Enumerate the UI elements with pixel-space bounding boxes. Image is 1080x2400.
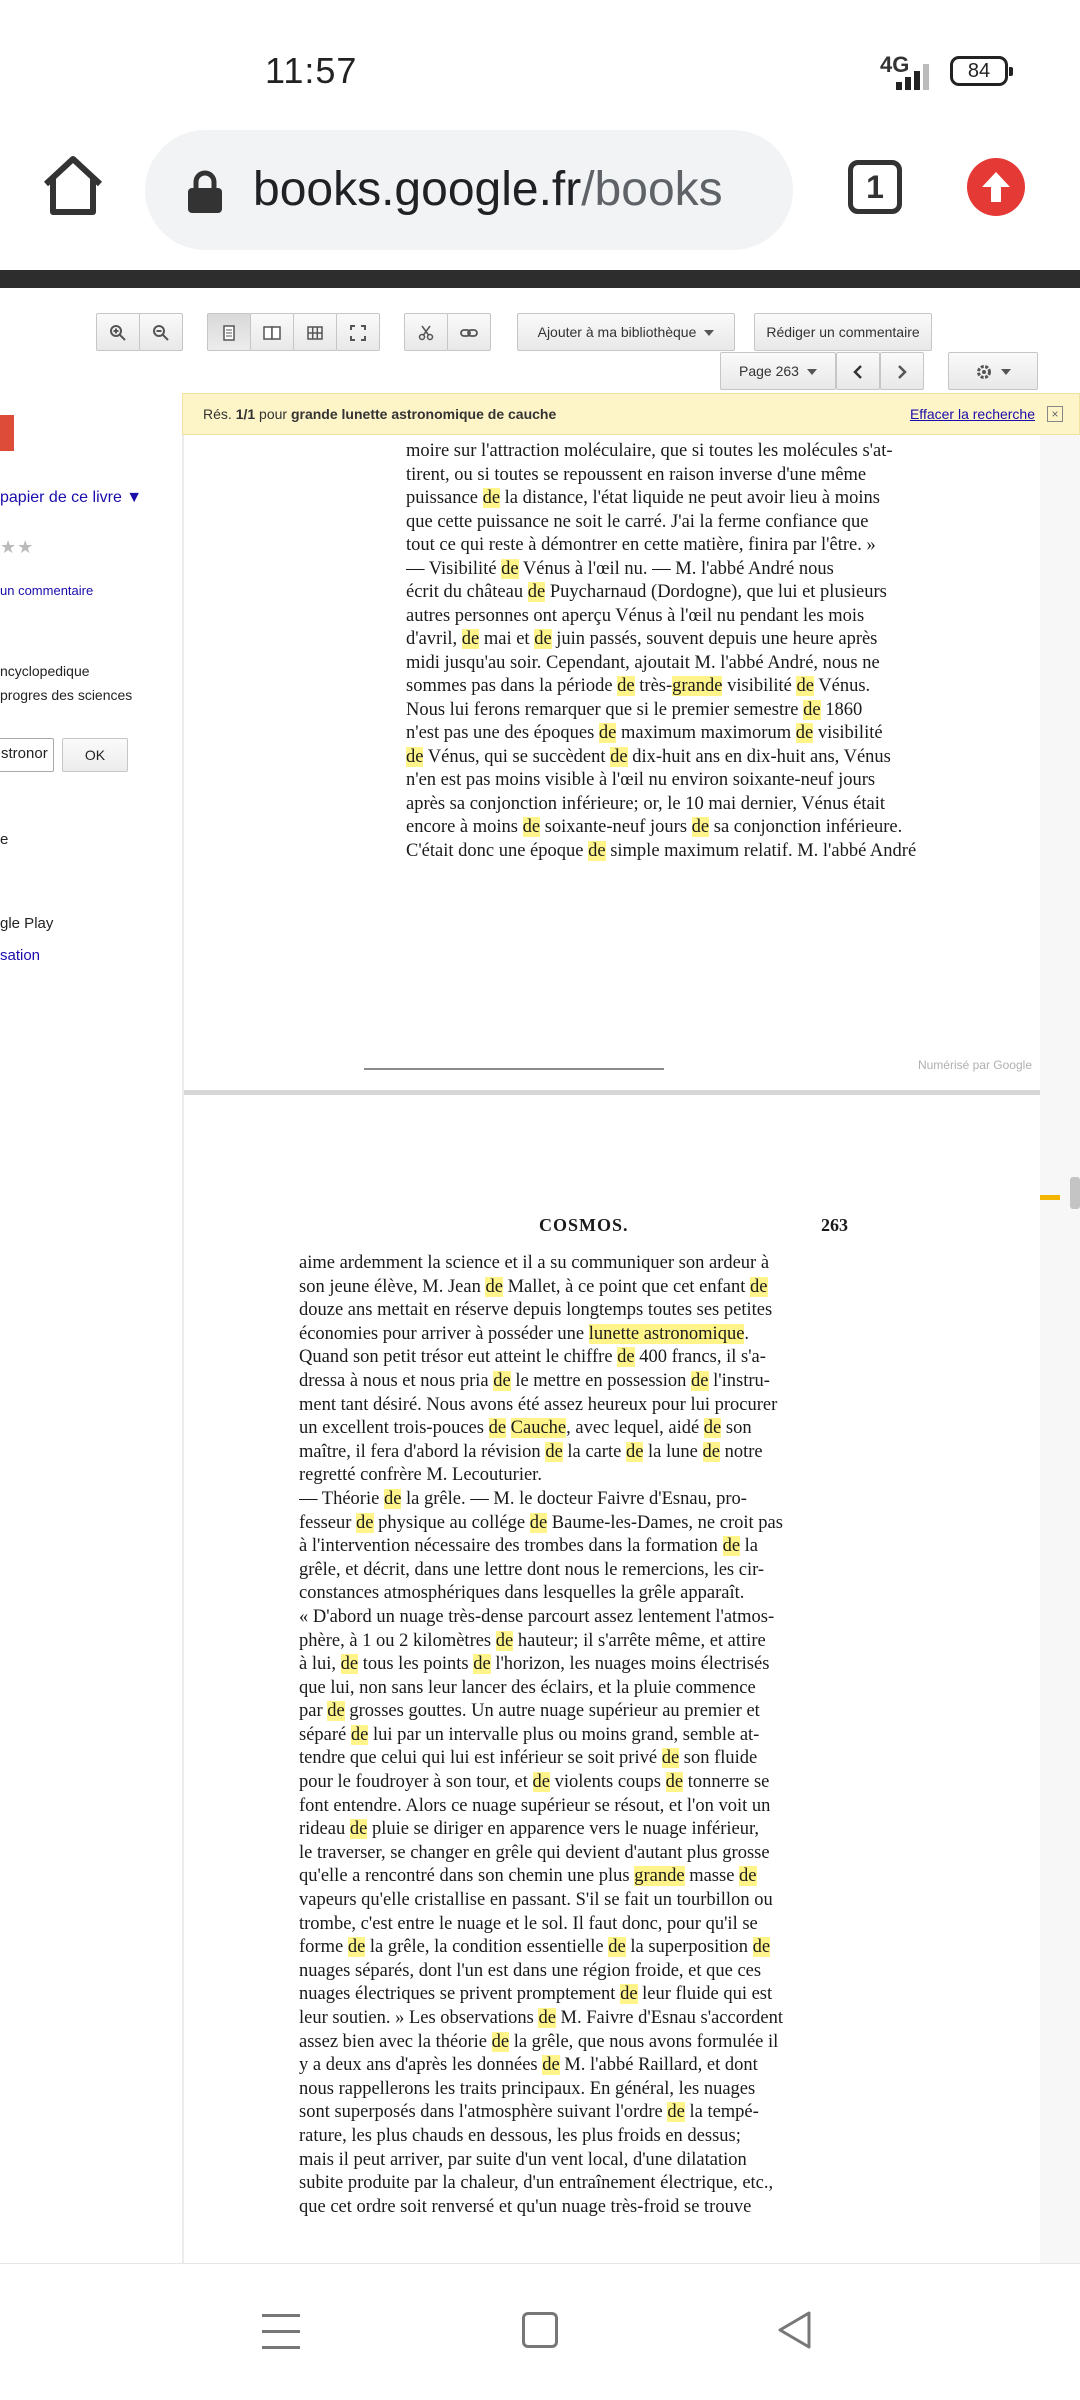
text-line: économies pour arriver à posséder une lunette astronomique.: [299, 1323, 750, 1344]
search-highlight: de: [482, 488, 501, 508]
text-line: sommes pas dans la période de très-grande visibilité de Vénus.: [406, 676, 871, 696]
google-top-bar: [0, 270, 1080, 288]
arrow-up-icon: [980, 170, 1012, 204]
text-line: encore à moins de soixante-neuf jours de sa conjonction inférieure.: [406, 817, 903, 837]
text-line: à lui, de tous les points de l'horizon, les nuages moins électrisés: [299, 1654, 770, 1675]
search-highlight: de: [739, 1866, 757, 1887]
link-icon: [460, 324, 478, 342]
search-highlight: de: [703, 1418, 722, 1439]
search-highlight: de: [495, 1630, 514, 1651]
rating-stars: ★★: [0, 537, 35, 557]
page-text: [406, 440, 946, 863]
search-query: grande lunette astronomique de cauche: [290, 406, 557, 422]
battery-icon: 84: [950, 56, 1008, 86]
clock: 11:57: [265, 50, 358, 91]
text-line: maître, il fera d'abord la révision de la carte de la lune de notre: [299, 1441, 763, 1462]
text-line: forme de la grêle, la condition essentielle de la superposition de: [299, 1937, 771, 1958]
search-highlight: de: [538, 2008, 556, 2028]
thumbnail-view-button[interactable]: [293, 313, 337, 351]
search-highlight: de: [750, 1276, 768, 1297]
search-highlight: de: [661, 1748, 680, 1769]
text-line: mais il peut arriver, par suite d'un vent local, d'une dilatation: [299, 2149, 747, 2170]
text-line: rature, les plus chauds en dessous, les plus froids en dessus;: [299, 2125, 741, 2146]
search-highlight: de: [545, 1441, 563, 1462]
search-highlight: de: [383, 1488, 402, 1509]
search-highlight: de: [588, 840, 606, 861]
back-icon[interactable]: [776, 2310, 812, 2355]
text-line: C'était donc une époque de simple maximum relatif. M. l'abbé André: [406, 840, 917, 861]
chevron-right-icon: [893, 363, 911, 381]
text-line: trombe, c'est entre le nuage et le sol. Il faut donc, pour qu'il se: [299, 1913, 758, 1934]
search-highlight: de: [527, 582, 546, 602]
update-chrome-button[interactable]: [967, 158, 1025, 216]
search-highlight: de: [796, 676, 814, 696]
search-highlight: de: [665, 1772, 684, 1793]
book-page-previous: [184, 435, 1040, 1090]
search-highlight: de: [795, 723, 814, 743]
text-line: que cet ordre soit renversé et qu'un nuage très-froid se trouve: [299, 2196, 752, 2217]
sidebar-sation-link[interactable]: sation: [0, 947, 41, 964]
search-in-book-input[interactable]: stronor: [0, 738, 54, 772]
search-highlight: grande: [634, 1866, 685, 1887]
previous-page-button[interactable]: [836, 352, 880, 390]
text-line: son jeune élève, M. Jean de Mallet, à ce point que cet enfant de: [299, 1276, 768, 1297]
browser-toolbar: [0, 130, 1080, 270]
text-line: ment tant désiré. Nous avons été assez heureux pour lui procurer: [299, 1394, 778, 1415]
book-sidebar: [0, 393, 182, 2263]
text-line: tirent, ou si toutes se repoussent en raison inverse d'une même: [406, 464, 867, 485]
search-highlight: de: [461, 629, 480, 649]
tab-switcher-button[interactable]: 1: [848, 160, 902, 214]
text-line: fesseur de physique au collége de Baume-les-Dames, ne croit pas: [299, 1512, 783, 1533]
search-results-bar: [182, 393, 1080, 435]
search-highlight: lunette astronomique: [588, 1323, 745, 1344]
text-line: leur soutien. » Les observations de M. Faivre d'Esnau s'accordent: [299, 2008, 783, 2028]
text-line: dressa à nous et nous pria de le mettre en possession de l'instru-: [299, 1370, 770, 1391]
text-line: font entendre. Alors ce nuage supérieur se résout, et l'on voit un: [299, 1795, 771, 1816]
search-highlight: de: [722, 1536, 741, 1557]
url-text: books.google.fr/books: [253, 163, 723, 216]
next-page-button[interactable]: [880, 352, 924, 390]
chevron-down-icon: [1001, 369, 1011, 375]
text-line: — Théorie de la grêle. — M. le docteur Faivre d'Esnau, pro-: [299, 1488, 747, 1509]
grid-icon: [306, 324, 324, 342]
search-highlight: de: [617, 1347, 635, 1368]
write-review-button[interactable]: [754, 313, 932, 351]
search-highlight: de: [667, 2102, 685, 2123]
text-line: douze ans mettait en réserve depuis longtemps toutes ses petites: [299, 1300, 773, 1321]
text-line: « D'abord un nuage très-dense parcourt assez lentement l'atmos-: [299, 1606, 775, 1627]
search-highlight: de: [327, 1701, 345, 1722]
get-book-button[interactable]: [0, 415, 14, 451]
signal-icon: [896, 64, 936, 90]
page-text: [299, 1252, 854, 2219]
search-highlight: de: [617, 676, 635, 696]
text-line: que lui, non sans leur lancer des éclairs, et la pluie commence: [299, 1677, 756, 1698]
recents-icon[interactable]: [262, 2314, 300, 2350]
single-page-icon: [220, 324, 238, 342]
search-highlight: de: [691, 817, 710, 837]
search-highlight: de: [702, 1441, 720, 1462]
text-line: un excellent trois-pouces de Cauche, avec lequel, aidé de son: [299, 1418, 752, 1439]
text-line: n'est pas une des époques de maximum maximorum de visibilité: [406, 723, 883, 743]
text-line: phère, à 1 ou 2 kilomètres de hauteur; il s'arrête même, et attire: [299, 1630, 766, 1651]
zoom-out-icon: [152, 324, 170, 342]
text-line: aime ardemment la science et il a su communiquer son ardeur à: [299, 1253, 770, 1273]
sidebar-item-e[interactable]: e: [0, 831, 9, 848]
search-highlight: grande: [672, 676, 723, 696]
search-highlight: de: [803, 699, 821, 720]
single-page-view-button[interactable]: [207, 313, 251, 351]
search-highlight: de: [598, 723, 617, 743]
search-highlight: de: [620, 1984, 638, 2005]
search-highlight: de: [473, 1654, 491, 1675]
search-highlight: de: [522, 817, 541, 837]
paper-copy-link[interactable]: papier de ce livre ▼: [0, 489, 143, 506]
fullscreen-icon: [349, 324, 367, 342]
chevron-down-icon: [704, 330, 714, 336]
text-line: midi jusqu'au soir. Cependant, ajoutait M. l'abbé André, nous ne: [406, 652, 880, 673]
status-bar: [0, 0, 1080, 130]
page-select-label: Page 263: [739, 363, 799, 379]
link-button[interactable]: [447, 313, 491, 351]
search-highlight: de: [488, 1418, 507, 1439]
search-ok-button[interactable]: OK: [62, 738, 128, 772]
search-highlight: Cauche: [510, 1418, 567, 1439]
text-line: moire sur l'attraction moléculaire, que si toutes les molécules s'at-: [406, 441, 893, 461]
two-page-icon: [263, 324, 281, 342]
page-rule: [364, 1068, 664, 1070]
text-line: y a deux ans d'après les données de M. l'abbé Raillard, et dont: [299, 2055, 758, 2076]
text-line: le traverser, se changer en grêle qui devient d'autant plus grosse: [299, 1842, 770, 1863]
book-viewer[interactable]: [182, 435, 1040, 2263]
text-line: séparé de lui par un intervalle plus ou moins grand, semble at-: [299, 1724, 760, 1745]
text-line: — Visibilité de Vénus à l'œil nu. — M. l'abbé André nous: [406, 558, 834, 579]
text-line: autres personnes ont aperçu Vénus à l'œil nu pendant les mois: [406, 605, 865, 626]
text-line: nuages électriques se privent promptement de leur fluide qui est: [299, 1984, 773, 2005]
search-highlight: de: [356, 1512, 374, 1533]
search-highlight: de: [752, 1937, 771, 1958]
text-line: tout ce qui reste à démontrer en cette matière, finira par l'être. »: [406, 535, 876, 555]
text-line: qu'elle a rencontré dans son chemin une plus grande masse de: [299, 1866, 757, 1887]
search-highlight: de: [406, 746, 424, 767]
search-highlight: de: [501, 558, 519, 579]
write-review-label: Rédiger un commentaire: [766, 324, 920, 340]
search-highlight: de: [534, 629, 552, 649]
text-line: puissance de la distance, l'état liquide ne peut avoir lieu à moins: [406, 488, 880, 508]
keyword-encyclopedique[interactable]: ncyclopedique: [0, 663, 90, 679]
search-highlight: de: [491, 2031, 510, 2052]
text-line: assez bien avec la théorie de la grêle, que nous avons formulée il: [299, 2031, 779, 2052]
search-highlight: de: [691, 1370, 709, 1391]
search-highlight: de: [625, 1441, 644, 1462]
search-highlight: de: [529, 1512, 548, 1533]
running-title: COSMOS.: [539, 1215, 629, 1235]
digitized-by-label: Numérisé par Google: [917, 1058, 1032, 1072]
text-line: grêle, et décrit, dans une lettre dont nous le remercions, les cir-: [299, 1559, 765, 1580]
text-line: à l'intervention nécessaire des trombes dans la formation de la: [299, 1536, 759, 1557]
search-highlight: de: [493, 1370, 511, 1391]
text-line: par de grosses gouttes. Un autre nuage supérieur au premier et: [299, 1701, 760, 1722]
chevron-down-icon: [807, 369, 817, 375]
zoom-in-icon: [109, 324, 127, 342]
system-nav-bar: [0, 2263, 1080, 2400]
scissors-icon: [417, 324, 435, 342]
text-line: regretté confrère M. Lecouturier.: [299, 1465, 542, 1486]
book-page-263: [184, 1095, 1040, 2263]
text-line: pour le foudroyer à son tour, et de violents coups de tonnerre se: [299, 1772, 770, 1793]
text-line: sont superposés dans l'atmosphère suivant l'ordre de la tempé-: [299, 2102, 759, 2123]
text-line: constances atmosphériques dans lesquelles la grêle apparaît.: [299, 1583, 745, 1604]
text-line: tendre que celui qui lui est inférieur se soit privé de son fluide: [299, 1748, 758, 1769]
books-toolbar: [0, 288, 1080, 393]
google-play-link[interactable]: gle Play: [0, 915, 54, 932]
search-highlight: de: [608, 1937, 626, 1958]
search-results-summary: Rés. 1/1 pour grande lunette astronomique de cauche: [203, 406, 557, 422]
search-highlight: de: [532, 1772, 550, 1793]
add-to-library-button[interactable]: [517, 313, 735, 351]
scrollbar-thumb[interactable]: [1070, 1177, 1080, 1209]
gear-icon: [975, 363, 993, 381]
text-line: que cette puissance ne soit le carré. J'ai la ferme confiance que: [406, 511, 869, 532]
clear-search-link[interactable]: Effacer la recherche: [909, 406, 1035, 422]
two-page-view-button[interactable]: [250, 313, 294, 351]
address-bar[interactable]: [145, 130, 793, 250]
vertical-scrollbar[interactable]: [1040, 435, 1080, 2263]
search-highlight: de: [610, 746, 628, 767]
search-highlight: de: [485, 1276, 503, 1297]
add-to-library-label: Ajouter à ma bibliothèque: [537, 324, 697, 340]
page-number: 263: [821, 1215, 848, 1235]
lock-icon: [185, 170, 225, 214]
chevron-left-icon: [849, 363, 867, 381]
clip-button[interactable]: [404, 313, 448, 351]
text-line: Quand son petit trésor eut atteint le chiffre de 400 francs, il s'a-: [299, 1347, 766, 1368]
text-line: n'en est pas moins visible à l'œil nu environ soixante-neuf jours: [406, 770, 876, 790]
zoom-in-button[interactable]: [96, 313, 140, 351]
page-select-dropdown[interactable]: [720, 352, 836, 390]
text-line: nuages séparés, dont l'un est dans une région froide, et que ces: [299, 1960, 762, 1981]
text-line: Nous lui ferons remarquer que si le premier semestre de 1860: [406, 699, 863, 720]
review-link[interactable]: un commentaire: [0, 583, 94, 598]
search-hit-marker[interactable]: [1040, 1195, 1060, 1200]
search-highlight: de: [347, 1937, 366, 1958]
network-type: 4G: [880, 52, 910, 77]
text-line: subite produite par la chaleur, d'un entraînement électrique, etc.,: [299, 2173, 774, 2194]
text-line: écrit du château de Puycharnaud (Dordogne), que lui et plusieurs: [406, 582, 887, 602]
search-highlight: de: [350, 1724, 369, 1745]
fullscreen-button[interactable]: [336, 313, 380, 351]
text-line: d'avril, de mai et de juin passés, souvent depuis une heure après: [406, 629, 878, 649]
search-highlight: de: [340, 1654, 359, 1675]
text-line: rideau de pluie se diriger en apparence vers le nuage inférieur,: [299, 1819, 760, 1840]
settings-dropdown[interactable]: [948, 352, 1038, 390]
close-icon[interactable]: ×: [1047, 406, 1063, 422]
text-line: nous rappellerons les traits principaux. En général, les nuages: [299, 2078, 756, 2099]
search-highlight: de: [349, 1819, 368, 1840]
text-line: de Vénus, qui se succèdent de dix-huit ans en dix-huit ans, Vénus: [406, 746, 891, 767]
home-icon[interactable]: [40, 152, 106, 218]
keyword-progres[interactable]: progres des sciences: [0, 687, 133, 703]
text-line: vapeurs qu'elle cristallise en passant. S'il se fait un tourbillon ou: [299, 1890, 773, 1911]
search-highlight: de: [542, 2055, 560, 2076]
home-nav-icon[interactable]: [522, 2312, 558, 2348]
text-line: après sa conjonction inférieure; or, le 10 mai dernier, Vénus était: [406, 793, 886, 814]
zoom-out-button[interactable]: [139, 313, 183, 351]
